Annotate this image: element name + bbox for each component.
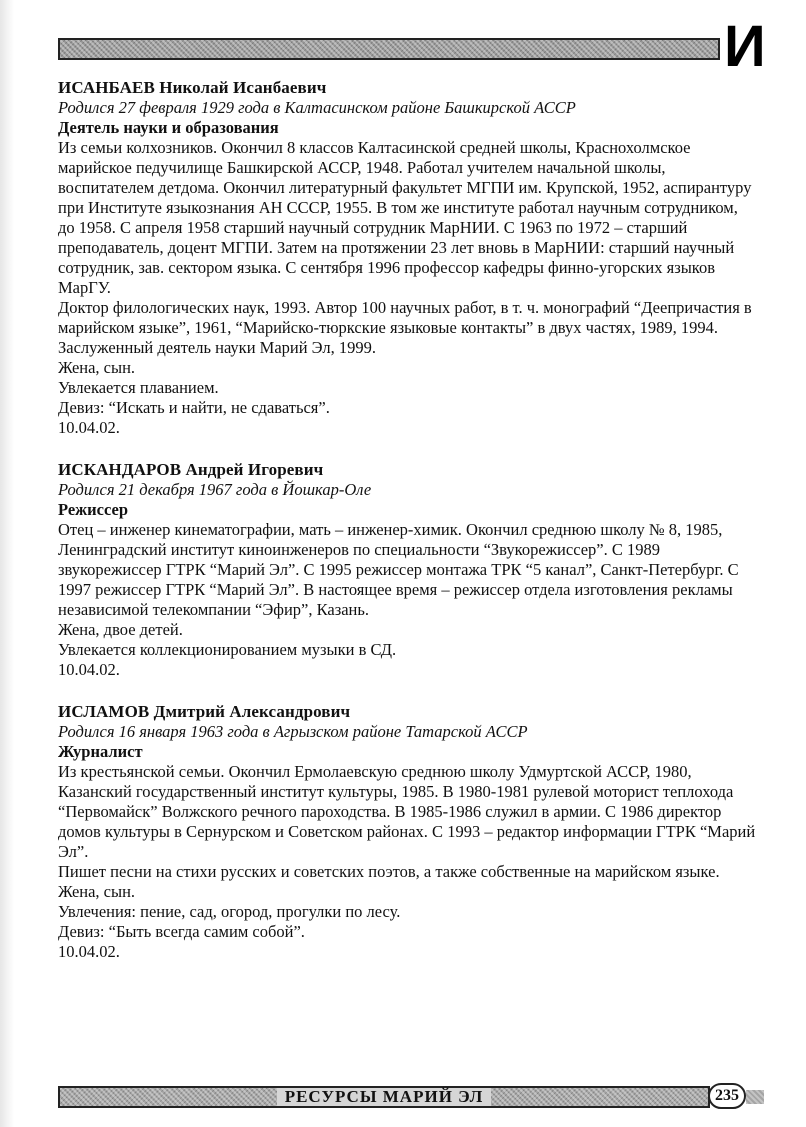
entry-paragraph: Отец – инженер кинематографии, мать – инженер-химик. Окончил среднюю школу № 8, 1985, Ленинградский институт киноинженеров по специальности “Звукорежиссер”. С 1989 звукорежиссер ГТРК “Марий Эл”. С 1995 режиссер монтажа ТРК “5 канал”, Санкт-Петербург. С 1997 режиссер ГТРК “Марий Эл”. В настоящее время – режиссер отдела изготовления рекламы независимой телекомпании “Эфир”, Казань.: [58, 520, 739, 619]
entry-paragraph: Увлекается плаванием.: [58, 378, 219, 397]
page-edge-shadow: [0, 0, 14, 1127]
entry-paragraph: Доктор филологических наук, 1993. Автор 100 научных работ, в т. ч. монографий “Деепричастия в марийском языке”, 1961, “Марийско-тюркские языковые контакты” в двух частях, 1989, 1994.: [58, 298, 752, 337]
footer-decorative-bar: [58, 1086, 710, 1108]
entry-role: Журналист: [58, 742, 143, 761]
entry-name: ИСЛАМОВ Дмитрий Александрович: [58, 702, 351, 721]
entry-paragraph: Жена, сын.: [58, 882, 136, 901]
entry-birth: Родился 27 февраля 1929 года в Калтасинском районе Башкирской АССР: [58, 98, 576, 117]
entry-paragraph: Жена, сын.: [58, 358, 136, 377]
entry-role: Режиссер: [58, 500, 129, 519]
biography-entry: [58, 78, 758, 438]
entry-birth: Родился 21 декабря 1967 года в Йошкар-Оле: [58, 480, 372, 499]
entry-paragraph: Заслуженный деятель науки Марий Эл, 1999.: [58, 338, 376, 357]
entry-paragraph: Девиз: “Быть всегда самим собой”.: [58, 922, 305, 941]
footer-title: РЕСУРСЫ МАРИЙ ЭЛ: [277, 1088, 492, 1106]
entry-date: 10.04.02.: [58, 418, 120, 437]
biography-entry: [58, 702, 758, 962]
entry-name: ИСКАНДАРОВ Андрей Игоревич: [58, 460, 324, 479]
header-decorative-bar: [58, 38, 720, 60]
entry-birth: Родился 16 января 1963 года в Агрызском районе Татарской АССР: [58, 722, 528, 741]
entry-paragraph: Пишет песни на стихи русских и советских поэтов, а также собственные на марийском языке.: [58, 862, 720, 881]
entry-paragraph: Увлекается коллекционированием музыки в СД.: [58, 640, 397, 659]
entries-list: [58, 78, 758, 984]
entry-role: Деятель науки и образования: [58, 118, 279, 137]
entry-paragraph: Из крестьянской семьи. Окончил Ермолаевскую среднюю школу Удмуртской АССР, 1980, Казанский государственный институт культуры, 1985. В 1980-1981 рулевой моторист теплохода “Первомайск” Волжского речного пароходства. В 1985-1986 служил в армии. С 1986 директор домов культуры в Сернурском и Советском районах. С 1993 – редактор информации ГТРК “Марий Эл”.: [58, 762, 756, 861]
entry-date: 10.04.02.: [58, 942, 120, 961]
entry-name: ИСАНБАЕВ Николай Исанбаевич: [58, 78, 327, 97]
entry-paragraph: Жена, двое детей.: [58, 620, 183, 639]
page-number: 235: [708, 1083, 746, 1109]
entry-date: 10.04.02.: [58, 660, 120, 679]
entry-paragraph: Девиз: “Искать и найти, не сдаваться”.: [58, 398, 330, 417]
section-letter: И: [724, 14, 766, 79]
entry-paragraph: Увлечения: пение, сад, огород, прогулки по лесу.: [58, 902, 401, 921]
entry-paragraph: Из семьи колхозников. Окончил 8 классов Калтасинской средней школы, Краснохолмское марийское педучилище Башкирской АССР, 1948. Работал учителем начальной школы, воспитателем детдома. Окончил литературный факультет МГПИ им. Крупской, 1952, аспирантуру при Институте языкознания АН СССР, 1955. В том же институте работал научным сотрудником, до 1958. С апреля 1958 старший научный сотрудник МарНИИ. С 1963 по 1972 – старший преподаватель, доцент МГПИ. Затем на протяжении 23 лет вновь в МарНИИ: старший научный сотрудник, зав. сектором языка. С сентября 1996 профессор кафедры финно-угорских языков МарГУ.: [58, 138, 752, 297]
footer-bar-tail: [746, 1090, 764, 1104]
biography-entry: [58, 460, 758, 680]
